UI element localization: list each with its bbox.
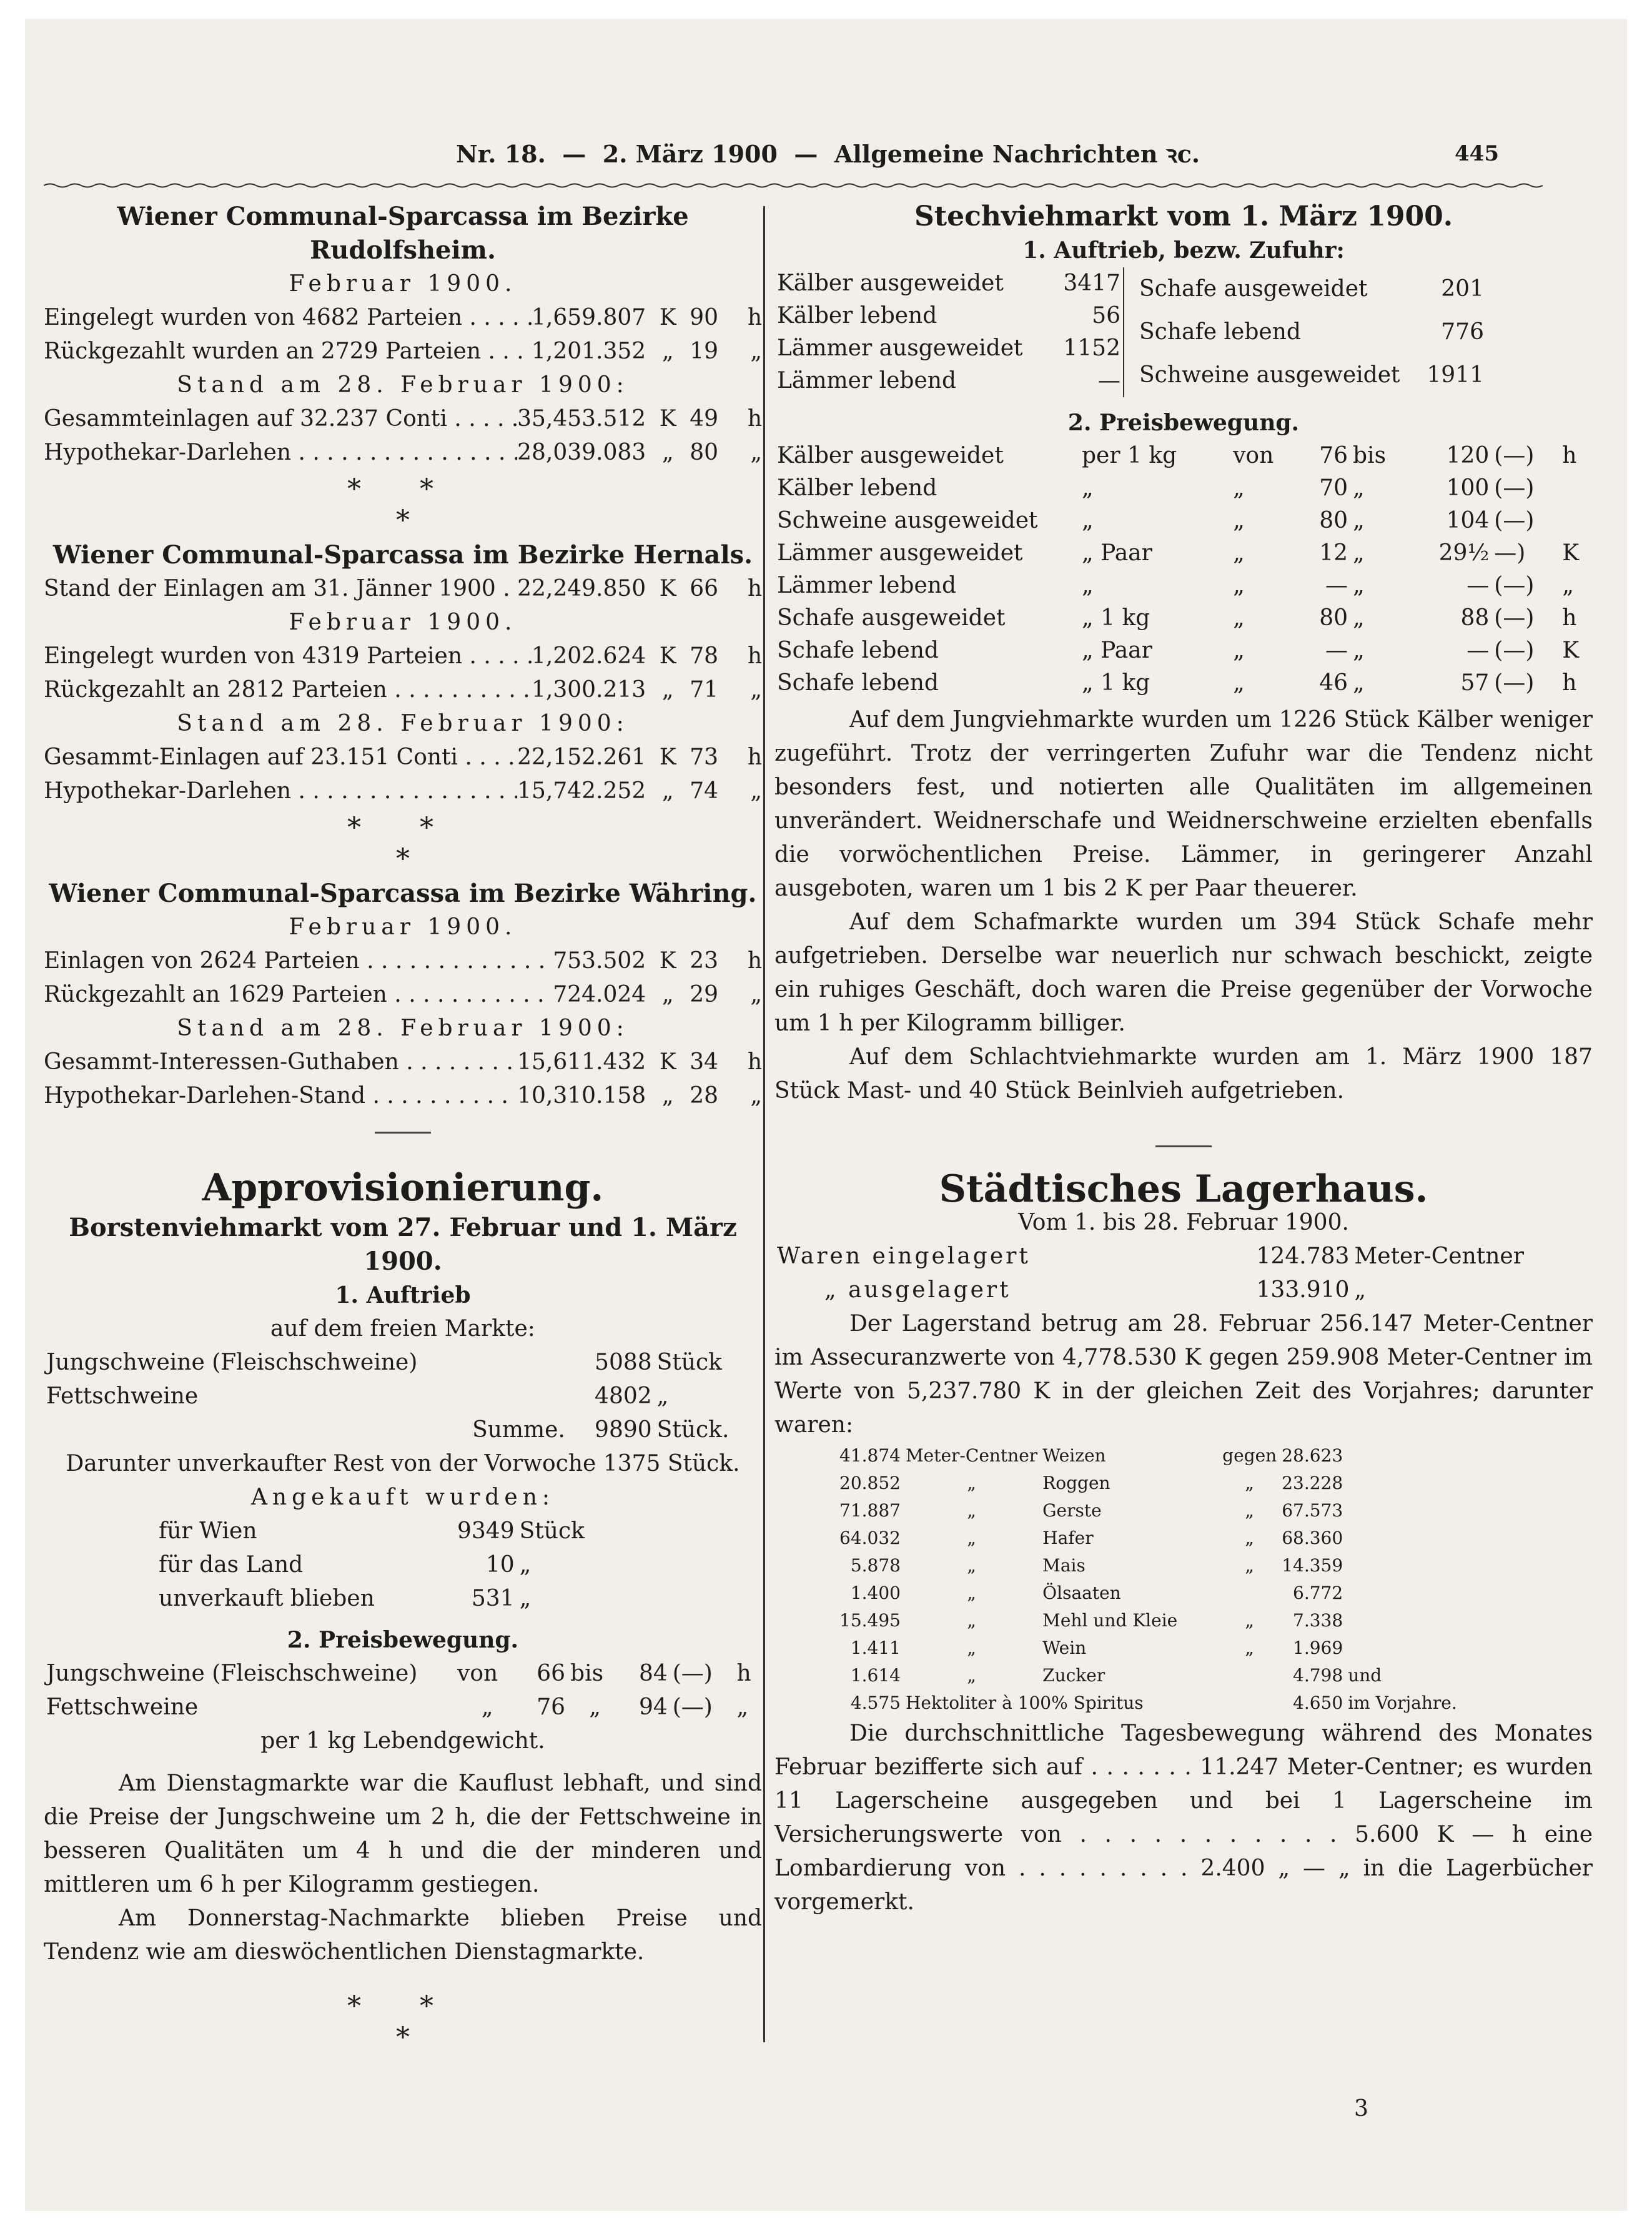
signature-mark: 3 bbox=[1354, 2096, 1368, 2122]
table-row: Schafe lebend 776 bbox=[1139, 319, 1484, 345]
table-row: 5.878 „ Mais „ 14.359 bbox=[850, 1555, 1343, 1576]
table-row: für das Land 10 „ bbox=[159, 1552, 532, 1578]
table-row: 71.887 „ Gerste „ 67.573 bbox=[839, 1500, 1343, 1521]
ledger-row: Einlagen von 2624 Parteien . . . 753.502 K 23 h bbox=[44, 944, 762, 978]
month-heading: Februar 1900. bbox=[289, 271, 517, 297]
table-row: Schafe lebend „ 1 kg „ 46 „ 57 (—) h bbox=[777, 670, 1577, 696]
table-row: Jungschweine (Fleischschweine) von 66 bis 84 (—) h bbox=[46, 1661, 751, 1686]
table-row: Schafe ausgeweidet 201 bbox=[1139, 275, 1484, 302]
paragraph: Die durchschnittliche Tagesbewegung während des Monates Februar bezifferte sich auf . . . . . . . 11.247 Meter-Centner; es wurden 11 Lagerscheine ausgegeben und bei 1 Lagerscheine im Versicherungswerte von . . . . . . . . . . . 5.600 K — h eine Lombardierung von . . . . . . . . . 2.400 „ — „ in die Lagerbücher vorgemerkt. bbox=[774, 1721, 1593, 1915]
section-separator bbox=[1155, 1145, 1212, 1147]
ledger-row: Hypothekar-Darlehen . . . 15,742.252 „ 74 „ bbox=[44, 774, 762, 808]
table-row: Summe. 9890 Stück. bbox=[472, 1417, 730, 1443]
ledger-row: Rückgezahlt an 1629 Parteien . . . 724.024 „ 29 „ bbox=[44, 978, 762, 1012]
section-title-approvisionierung: Approvisionierung. bbox=[202, 1166, 604, 1210]
zufuhr-table-right bbox=[1137, 267, 1486, 397]
section-title-stechviehmarkt: Stechviehmarkt vom 1. März 1900. bbox=[914, 200, 1453, 232]
stand-heading: Stand am 28. Februar 1900: bbox=[177, 1016, 629, 1041]
table-row: Lämmer ausgeweidet 1152 bbox=[777, 335, 1120, 361]
ledger-row: Eingelegt wurden von 4319 Parteien . . . 1,202.624 K 78 h bbox=[44, 640, 762, 673]
table-row: 1.614 „ Zucker 4.798 und bbox=[850, 1665, 1382, 1686]
lager-table bbox=[837, 1442, 1460, 1717]
subheading-preisbewegung: 2. Preisbewegung. bbox=[287, 1627, 519, 1653]
asterism-bottom: * bbox=[396, 505, 410, 536]
ledger-row: Hypothekar-Darlehen . . . 28,039.083 „ 80 „ bbox=[44, 436, 762, 470]
month-heading: Februar 1900. bbox=[289, 914, 517, 940]
table-row: 1.400 „ Ölsaaten 6.772 bbox=[850, 1583, 1343, 1603]
paragraph: Auf dem Jungviehmarkte wurden um 1226 Stück Kälber weniger zugeführt. Trotz der verringerten Zufuhr war die Tendenz nicht besonders fest, und notierten alle Qualitäten im allgemeinen unverändert. Weidnerschafe und Weidnerschweine erzielten ebenfalls die vorwöchentlichen Preise. Lämmer, in geringerer Anzahl ausgeboten, waren um 1 bis 2 K per Paar theuerer. bbox=[774, 707, 1593, 901]
zufuhr-table-left bbox=[774, 267, 1124, 397]
page-header bbox=[25, 119, 1627, 175]
table-row: Fettschweine 4802 „ bbox=[46, 1383, 669, 1409]
asterism-bottom: * bbox=[396, 2022, 410, 2054]
table-row: 4.575 Hektoliter à 100% Spiritus 4.650 im Vorjahre. bbox=[850, 1693, 1457, 1713]
table-row: 15.495 „ Mehl und Kleie „ 7.338 bbox=[839, 1610, 1343, 1631]
table-row: 41.874 Meter-Centner Weizen gegen 28.623 bbox=[839, 1445, 1343, 1466]
per-unit-note: per 1 kg Lebendgewicht. bbox=[260, 1728, 545, 1754]
table-row: Waren eingelagert 124.783 Meter-Centner bbox=[777, 1243, 1524, 1269]
table-row: Jungschweine (Fleischschweine) 5088 Stück bbox=[46, 1350, 722, 1375]
paragraph: Auf dem Schafmarkte wurden um 394 Stück Schafe mehr aufgetrieben. Derselbe war neuerlich nur schwach beschickt, zeigte ein ruhiges Geschäft, doch waren die Preise gegenüber der Vorwoche um 1 h per Kilogramm billiger. bbox=[774, 909, 1593, 1036]
ledger-row: Gesammt-Interessen-Guthaben . . . 15,611.432 K 34 h bbox=[44, 1045, 762, 1079]
asterism-bottom: * bbox=[396, 843, 410, 875]
table-row: Lämmer lebend „ „ — „ — (—) „ bbox=[777, 573, 1574, 598]
ledger-row: Rückgezahlt an 2812 Parteien . . . 1,300.213 „ 71 „ bbox=[44, 673, 762, 707]
paragraph: Am Dienstagmarkte war die Kauflust lebhaft, und sind die Preise der Jungschweine um 2 h, die der Fettschweine in besseren Qualitäten um 4 h und die der minderen und mittleren um 6 h per Kilogramm gestiegen. bbox=[44, 1771, 762, 1897]
table-row: Schweine ausgeweidet „ „ 80 „ 104 (—) bbox=[777, 508, 1535, 533]
right-column bbox=[774, 200, 1593, 1919]
borstenviehmarkt-title: Borstenviehmarkt vom 27. Februar und 1. März 1900. bbox=[69, 1213, 737, 1276]
ledger-row: Gesammteinlagen auf 32.237 Conti . . . 35,453.512 K 49 h bbox=[44, 402, 762, 436]
preis-table bbox=[44, 1657, 762, 1724]
ledger-row: Stand der Einlagen am 31. Jänner 1900 . . . 22,249.850 K 66 h bbox=[44, 572, 762, 606]
subheading-auftrieb-zufuhr: 1. Auftrieb, bezw. Zufuhr: bbox=[1022, 237, 1345, 264]
table-row: Schafe ausgeweidet „ 1 kg „ 80 „ 88 (—) h bbox=[777, 605, 1577, 631]
table-row: Kälber lebend „ „ 70 „ 100 (—) bbox=[777, 475, 1535, 501]
zufuhr-block bbox=[774, 267, 1593, 397]
table-row: „ ausgelagert 133.910 „ bbox=[824, 1277, 1367, 1303]
ledger-row: Hypothekar-Darlehen-Stand . . . 10,310.158 „ 28 „ bbox=[44, 1079, 762, 1113]
subheading-angekauft: Angekauft wurden: bbox=[250, 1485, 555, 1510]
paragraph: Der Lagerstand betrug am 28. Februar 256.147 Meter-Centner im Assecuranzwerte von 4,778.530 K gegen 259.908 Meter-Centner im Werte von 5,237.780 K in der gleichen Zeit des Vorjahres; darunter waren: bbox=[774, 1311, 1593, 1438]
subheading-markte: auf dem freien Markte: bbox=[270, 1316, 535, 1342]
waren-table bbox=[774, 1240, 1593, 1307]
subheading-preisbewegung: 2. Preisbewegung. bbox=[1067, 410, 1300, 436]
table-row: Schweine ausgeweidet 1911 bbox=[1139, 362, 1484, 388]
column-divider bbox=[763, 206, 765, 2042]
table-row: 64.032 „ Hafer „ 68.360 bbox=[839, 1528, 1343, 1548]
auftrieb-table bbox=[44, 1346, 762, 1447]
table-row: Kälber ausgeweidet per 1 kg von 76 bis 120 (—) h bbox=[777, 443, 1577, 468]
newspaper-page bbox=[25, 19, 1627, 2211]
section-name: Allgemeine Nachrichten ꝛc. bbox=[834, 140, 1200, 168]
section-separator bbox=[375, 1132, 431, 1134]
month-heading: Februar 1900. bbox=[289, 610, 517, 635]
section-title-hernals: Wiener Communal-Sparcassa im Bezirke Hernals. bbox=[52, 540, 753, 570]
ledger-row: Eingelegt wurden von 4682 Parteien . . . 1,659.807 K 90 h bbox=[44, 301, 762, 335]
angekauft-table bbox=[156, 1515, 587, 1616]
table-row: Lämmer lebend — bbox=[777, 368, 1120, 393]
page-number: 445 bbox=[1455, 141, 1499, 166]
asterism: * * bbox=[347, 812, 458, 844]
asterism: * * bbox=[347, 473, 458, 505]
issue-number: Nr. 18. bbox=[456, 140, 546, 168]
header-wavy-rule bbox=[44, 182, 1543, 189]
table-row: unverkauft blieben 531 „ bbox=[159, 1586, 532, 1611]
stechvieh-preis-table bbox=[774, 440, 1593, 699]
table-row: Schafe lebend „ Paar „ — „ — (—) K bbox=[777, 638, 1580, 663]
rest-note: Darunter unverkaufter Rest von der Vorwoche 1375 Stück. bbox=[66, 1451, 740, 1476]
table-row: Kälber lebend 56 bbox=[777, 303, 1120, 329]
header-center: Nr. 18. — 2. März 1900 — Allgemeine Nachrichten ꝛc. bbox=[456, 140, 1200, 168]
stand-heading: Stand am 28. Februar 1900: bbox=[177, 711, 629, 736]
stand-heading: Stand am 28. Februar 1900: bbox=[177, 372, 629, 398]
ledger-row: Rückgezahlt wurden an 2729 Parteien . . . 1,201.352 „ 19 „ bbox=[44, 335, 762, 368]
section-title-rudolfsheim: Wiener Communal-Sparcassa im Bezirke Rudolfsheim. bbox=[117, 202, 689, 265]
ledger-row: Gesammt-Einlagen auf 23.151 Conti . . . 22,152.261 K 73 h bbox=[44, 741, 762, 774]
table-row: für Wien 9349 Stück bbox=[159, 1518, 585, 1544]
table-row: 1.411 „ Wein „ 1.969 bbox=[850, 1638, 1343, 1658]
subheading-auftrieb: 1. Auftrieb bbox=[335, 1282, 471, 1308]
section-title-waehring: Wiener Communal-Sparcassa im Bezirke Währing. bbox=[49, 879, 757, 908]
asterism: * * bbox=[347, 1990, 458, 2022]
table-row: Lämmer ausgeweidet „ Paar „ 12 „ 29½ —) K bbox=[777, 540, 1580, 566]
paragraph: Am Donnerstag-Nachmarkte blieben Preise und Tendenz wie am dieswöchentlichen Dienstagmarkte. bbox=[44, 1905, 762, 1965]
paragraph: Auf dem Schlachtviehmarkte wurden am 1. März 1900 187 Stück Mast- und 40 Stück Beinlvieh aufgetrieben. bbox=[774, 1044, 1593, 1104]
table-row: Fettschweine „ 76 „ 94 (—) „ bbox=[46, 1694, 749, 1720]
table-row: Kälber ausgeweidet 3417 bbox=[777, 270, 1120, 296]
section-title-lagerhaus: Städtisches Lagerhaus. bbox=[939, 1167, 1428, 1211]
lagerhaus-period: Vom 1. bis 28. Februar 1900. bbox=[1018, 1210, 1349, 1235]
table-row: 20.852 „ Roggen „ 23.228 bbox=[839, 1473, 1343, 1493]
issue-date: 2. März 1900 bbox=[602, 140, 778, 168]
left-column bbox=[44, 200, 762, 2054]
